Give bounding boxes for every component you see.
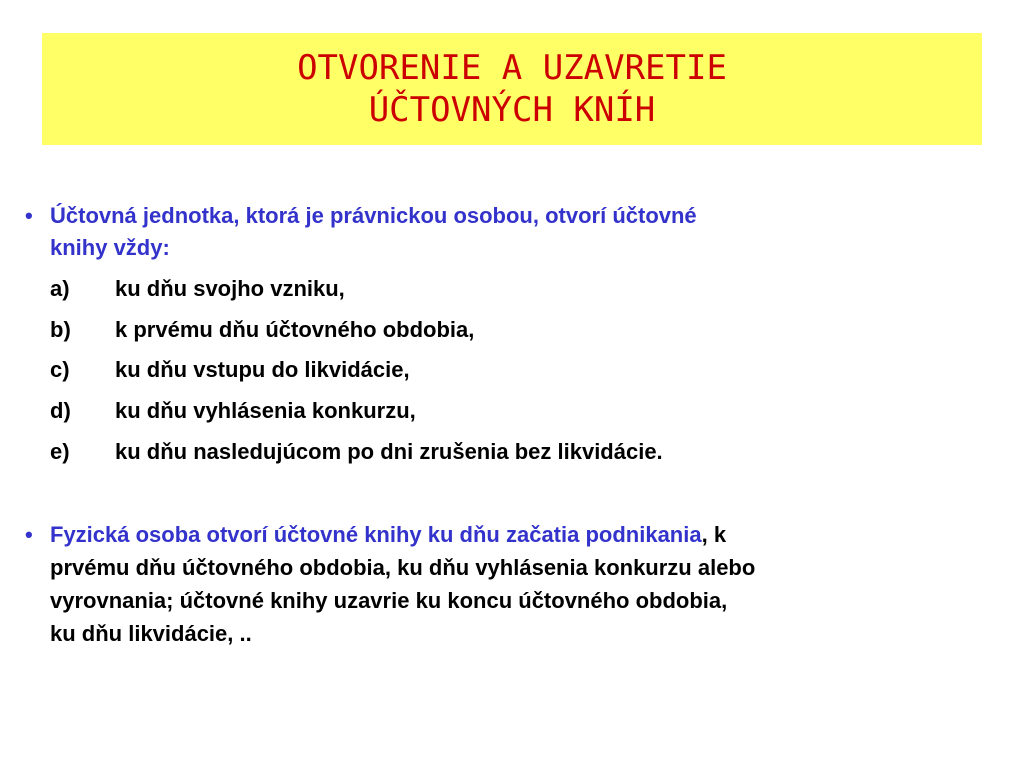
- bullet-2-line-1: [50, 518, 726, 551]
- bullet-2-line-3: vyrovnania; účtovné knihy uzavrie ku koncu účtovného obdobia,: [50, 588, 728, 613]
- list-item-label-c: c): [50, 357, 70, 382]
- list-item-text-d: ku dňu vyhlásenia konkurzu,: [115, 398, 416, 423]
- list-item-text-a: ku dňu svojho vzniku,: [115, 276, 345, 301]
- list-item-text-c: ku dňu vstupu do likvidácie,: [115, 357, 410, 382]
- title-line-2: ÚČTOVNÝCH KNÍH: [368, 90, 656, 130]
- bullet-2-line-4: ku dňu likvidácie, ..: [50, 621, 252, 646]
- bullet-1-marker: •: [25, 203, 33, 228]
- list-item-label-d: d): [50, 398, 71, 423]
- title-line-1: OTVORENIE A UZAVRETIE: [297, 48, 727, 88]
- list-item-label-e: e): [50, 439, 70, 464]
- bullet-1-line-1: Účtovná jednotka, ktorá je právnickou osobou, otvorí účtovné: [50, 203, 697, 228]
- list-item-label-a: a): [50, 276, 70, 301]
- bullet-1-line-2: knihy vždy:: [50, 235, 170, 260]
- list-item-text-e: ku dňu nasledujúcom po dni zrušenia bez likvidácie.: [115, 439, 663, 464]
- list-item-label-b: b): [50, 317, 71, 342]
- bullet-2-marker: •: [25, 522, 33, 547]
- bullet-2-line-2: prvému dňu účtovného obdobia, ku dňu vyhlásenia konkurzu alebo: [50, 555, 756, 580]
- list-item-text-b: k prvému dňu účtovného obdobia,: [115, 317, 475, 342]
- bullet-2-line-1-black: , k: [701, 522, 727, 547]
- bullet-2-line-1-blue: Fyzická osoba otvorí účtovné knihy ku dňu začatia podnikania: [50, 522, 702, 547]
